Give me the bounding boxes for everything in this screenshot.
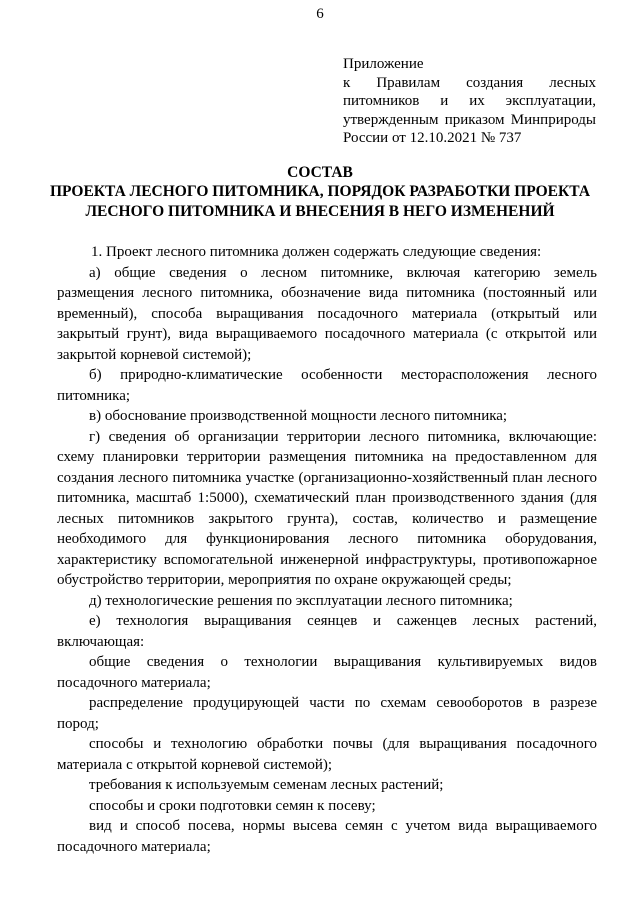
body-line: общие сведения о технологии выращивания культивируемых видов [89,654,597,670]
body-line: материала с открытой корневой системой); [57,756,333,773]
body-line: а) общие сведения о лесном питомнике, включая категорию земель [89,264,597,281]
document-subtitle-line: ПРОЕКТА ЛЕСНОГО ПИТОМНИКА, ПОРЯДОК РАЗРАБОТКИ ПРОЕКТА [49,183,591,200]
body-line: е) технология выращивания сеянцев и саженцев лесных растений, [89,613,597,629]
page-number: 6 [316,6,324,22]
body-line: питомника; [57,387,131,404]
body-line: г) сведения об организации территории лесного питомника, включающие: [89,428,597,445]
body-line: в) обоснование производственной мощности лесного питомника; [89,408,508,424]
body-line: создания лесного питомника участке (организационно-хозяйственный план лесного [57,469,597,486]
body-line: необходимого для функционирования лесного питомника оборудования, [57,531,597,547]
body-line: требования к используемым семенам лесных растений; [89,777,444,793]
appendix-line: утвержденным приказом Минприроды [343,111,596,128]
body-line: 1. Проект лесного питомника должен содержать следующие сведения: [91,244,542,260]
body-line: временный), способа выращивания посадочного материала (открытый или [57,305,597,322]
body-line: питомника, масштаб 1:5000), схематический план производственного здания (для [57,490,597,506]
appendix-line: к Правилам создания лесных [343,74,596,91]
body-line: посадочного материала; [57,838,211,855]
body-line: закрытый грунт), вида выращиваемого посадочного материала (с открытой или [57,326,597,342]
body-line: размещения лесного питомника, обозначение вида питомника (постоянный или [57,285,597,301]
body-line: лесных питомников закрытого грунта), состав, количество и размещение [57,510,597,527]
body-line: вид и способ посева, нормы высева семян с учетом вида выращиваемого [89,818,597,834]
document-title: СОСТАВ [287,164,353,181]
document-body [57,242,597,857]
body-line: посадочного материала; [57,674,211,691]
body-line: способы и технологию обработки почвы (для выращивания посадочного [89,736,597,752]
body-line: характеристику вспомогательной инженерной инфраструктуры, противопожарное [57,551,597,568]
body-line: д) технологические решения по эксплуатации лесного питомника; [89,592,513,609]
appendix-line: питомников и их эксплуатации, [343,93,596,110]
body-line: схему планировки территории размещения питомника на предоставленном для [57,449,597,465]
appendix-line: России от 12.10.2021 № 737 [343,130,522,147]
document-subtitle-line: ЛЕСНОГО ПИТОМНИКА И ВНЕСЕНИЯ В НЕГО ИЗМЕНЕНИЙ [85,203,555,220]
body-line: включающая: [57,633,145,650]
appendix-note [343,55,596,148]
body-line: закрытой корневой системой); [57,346,252,363]
body-line: обустройство территории, мероприятия по охране окружающей среды; [57,572,512,588]
body-line: способы и сроки подготовки семян к посеву; [89,797,376,814]
body-line: б) природно-климатические особенности месторасположения лесного [89,367,597,383]
body-line: пород; [57,715,99,732]
body-line: распределение продуцирующей части по схемам севооборотов в разрезе [89,695,597,711]
appendix-line: Приложение [343,56,424,72]
